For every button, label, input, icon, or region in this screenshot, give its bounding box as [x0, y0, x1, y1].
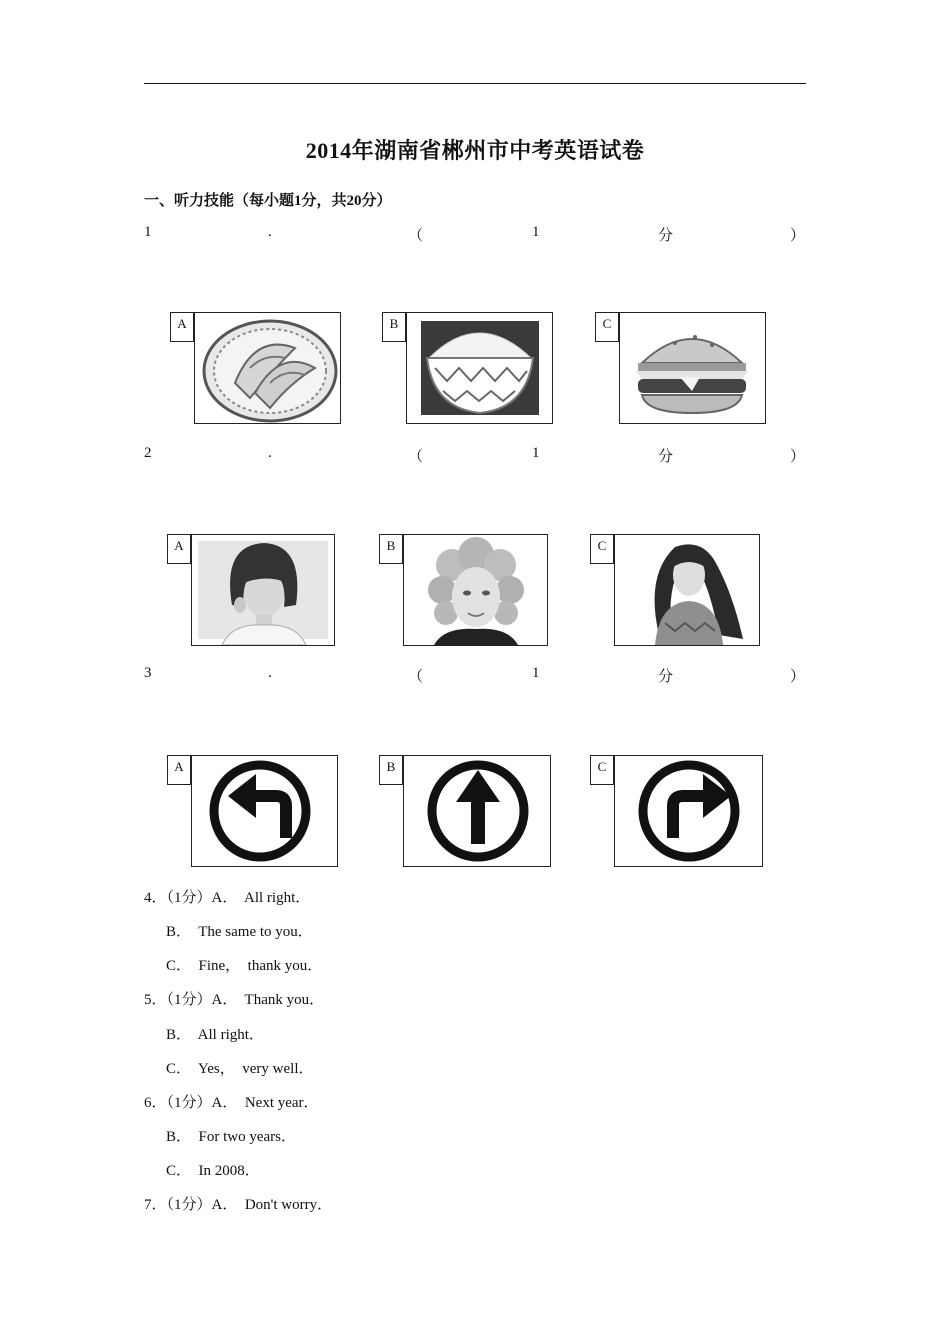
- points-unit: 分: [658, 449, 674, 465]
- option-label: A: [167, 755, 191, 785]
- left-paren: （: [408, 669, 424, 685]
- option-label: C: [590, 534, 614, 564]
- option-label: C: [590, 755, 614, 785]
- option-label: B: [379, 534, 403, 564]
- long-hair-woman-image: [615, 535, 759, 645]
- option-b-straight: [403, 755, 551, 867]
- question-5-option-a: 5．（1分）A． Thank you．: [144, 992, 325, 1008]
- right-paren: ）: [790, 669, 806, 685]
- option-label: A: [170, 312, 194, 342]
- option-label: A: [167, 534, 191, 564]
- points-unit: 分: [658, 228, 674, 244]
- option-label: B: [382, 312, 406, 342]
- question-6-option-b: B． For two years．: [166, 1129, 296, 1145]
- question-4-option-c: C． Fine， thank you．: [166, 958, 323, 974]
- hamburger-image: [620, 313, 765, 423]
- option-c-hamburger: [619, 312, 766, 424]
- header-rule: [144, 83, 806, 84]
- option-b-curly-hair: [403, 534, 548, 646]
- short-hair-girl-image: [192, 535, 334, 645]
- turn-left-sign: [192, 756, 337, 866]
- dumplings-plate-image: [195, 313, 340, 423]
- question-6-option-a: 6．（1分）A． Next year．: [144, 1095, 319, 1111]
- section-heading-listening: 一、听力技能（每小题1分，共20分）: [144, 193, 392, 209]
- question-7-option-a: 7．（1分）A． Don't worry．: [144, 1197, 333, 1213]
- question-1-line: [144, 224, 806, 244]
- question-dot: .: [268, 445, 272, 461]
- curly-hair-woman-image: [404, 535, 547, 645]
- rice-bowl-image: [407, 313, 552, 423]
- question-4-option-a: 4．（1分）A． All right．: [144, 890, 311, 906]
- right-paren: ）: [790, 449, 806, 465]
- option-label: B: [379, 755, 403, 785]
- go-straight-sign: [404, 756, 550, 866]
- question-3-line: [144, 665, 806, 685]
- question-points: 1: [532, 445, 540, 461]
- question-5-option-b: B． All right．: [166, 1027, 264, 1043]
- question-dot: .: [268, 665, 272, 681]
- page-title: 2014年湖南省郴州市中考英语试卷: [305, 138, 645, 163]
- points-unit: 分: [658, 669, 674, 685]
- right-paren: ）: [790, 228, 806, 244]
- question-5-option-c: C． Yes， very well．: [166, 1061, 314, 1077]
- question-number: 1: [144, 224, 152, 240]
- question-points: 1: [532, 665, 540, 681]
- option-a-dumplings: [194, 312, 341, 424]
- option-a-left-turn: [191, 755, 338, 867]
- option-c-long-hair: [614, 534, 760, 646]
- question-number: 3: [144, 665, 152, 681]
- option-label: C: [595, 312, 619, 342]
- question-2-line: [144, 445, 806, 465]
- question-dot: .: [268, 224, 272, 240]
- question-6-option-c: C． In 2008．: [166, 1163, 260, 1179]
- option-a-short-hair: [191, 534, 335, 646]
- question-points: 1: [532, 224, 540, 240]
- question-number: 2: [144, 445, 152, 461]
- option-b-rice: [406, 312, 553, 424]
- option-c-right-turn: [614, 755, 763, 867]
- turn-right-sign: [615, 756, 762, 866]
- left-paren: （: [408, 228, 424, 244]
- left-paren: （: [408, 449, 424, 465]
- question-4-option-b: B． The same to you．: [166, 924, 313, 940]
